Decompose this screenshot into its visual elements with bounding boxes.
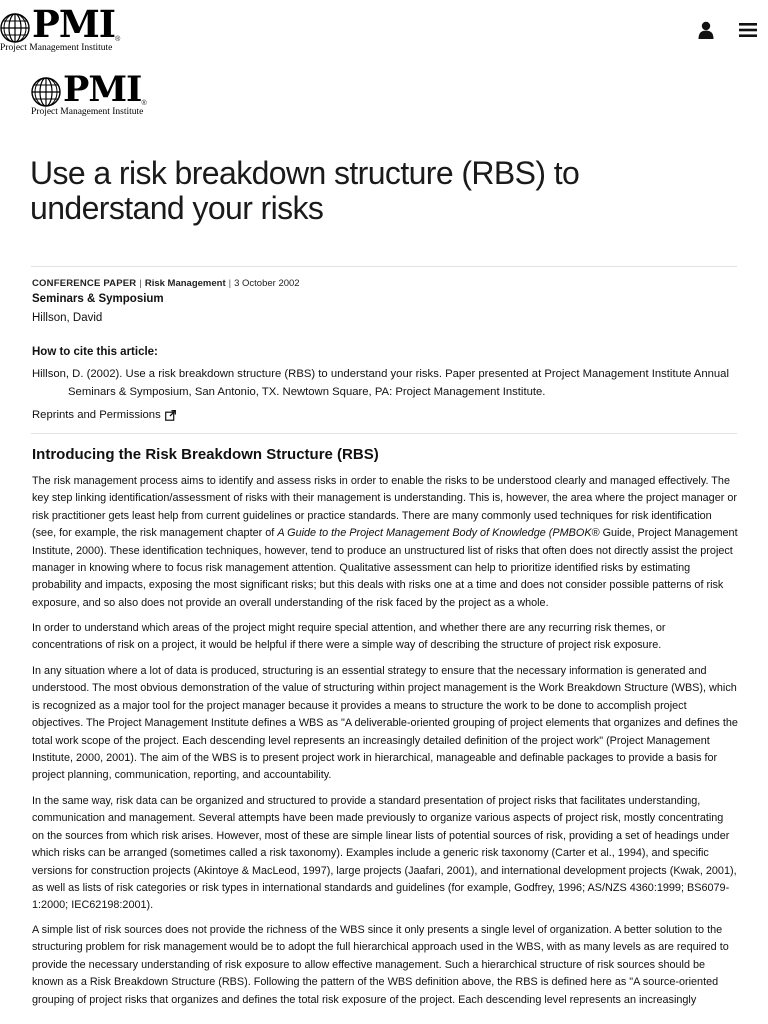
divider bbox=[31, 433, 737, 434]
content-type-label: CONFERENCE PAPER bbox=[32, 278, 137, 289]
paragraph: The risk management process aims to identify and assess risks in order to enable the risks to be understood clearly and managed effectively. The key step linking identification/assessment of risks with their management is understanding. This is, however, the area where the project manager or risk practitioner gets least help from current guidelines or practice standards. There are many commonly used techniques for risk identification (see, for example, the risk management chapter of A Guide to the Project Management Body of Knowledge (PMBOK® Guide, Project Management Institute, 2000). These identification techniques, however, tend to produce an unstructured list of risks that often does not directly assist the project manager in knowing where to focus risk management attention. Qualitative assessment can help to prioritize identified risks by estimating probability and impacts, exposing the most significant risks; but this deals with risks one at a time and does not consider possible patterns of risk exposure, and so also does not provide an overall understanding of the risk faced by the project as a whole. bbox=[32, 475, 738, 609]
meta-separator: | bbox=[228, 278, 232, 289]
citation-text: Hillson, D. (2002). Use a risk breakdown structure (RBS) to understand your risks. Paper presented at Project Management Institute Annual Seminars & Symposium, San Antonio, TX. Newtown Square, PA: Project Management Institute. bbox=[32, 368, 729, 398]
paragraph: A simple list of risk sources does not provide the richness of the WBS since it only presents a single level of organization. A better solution to the structuring problem for risk management would be to adopt the full hierarchical approach used in the WBS, with as many levels as are required to provide the necessary understanding of risk exposure to allow effective management. Such a hierarchical structure of risk sources should be known as a Risk Breakdown Structure (RBS). Following the pattern of the WBS definition above, the RBS is defined here as "A source-oriented grouping of project risks that organizes and defines the total risk exposure of the project. Each descending level represents an increasingly bbox=[32, 924, 729, 1006]
logo-tagline: Project Management Institute bbox=[0, 43, 113, 53]
logo-wordmark: PMI bbox=[32, 2, 116, 46]
page-title: Use a risk breakdown structure (RBS) to understand your risks bbox=[30, 155, 580, 226]
paragraph: In the same way, risk data can be organized and structured to provide a standard presentation of project risks that facilitates understanding, communication and management. Several attempts have been made previously to organize various aspects of project risk, mostly concentrating on the sources from which risk arises. However, most of these are simple linear lists of potential sources of risk, providing a set of headings under which risks can be arranged (sometimes called a risk taxonomy). Examples include a generic risk taxonomy (Carter et al., 1994), and specific versions for construction projects (Akintoye & MacLeod, 1997), large projects (Jaafari, 2001), and international development projects (Kwak, 2001), as well as lists of risk categories or risk types in international standards and guidelines (for example, Godfrey, 1996; AS/NZS 4360:1999; BS6079-1:2000; IEC62198:2001). bbox=[32, 795, 737, 912]
site-header bbox=[0, 0, 768, 56]
meta-separator: | bbox=[139, 278, 142, 289]
paragraph: In order to understand which areas of the project might require special attention, and whether there are any recurring risk themes, or concentrations of risk on a project, it would be helpful if there were a simple way of describing the structure of project risk exposure. bbox=[32, 622, 666, 652]
cite-heading: How to cite this article: bbox=[32, 346, 158, 358]
hamburger-menu-icon[interactable] bbox=[739, 22, 757, 38]
logo-wordmark: PMI bbox=[63, 69, 142, 110]
globe-icon bbox=[0, 13, 30, 43]
logo-tagline: Project Management Institute bbox=[31, 107, 144, 117]
section-heading: Introducing the Risk Breakdown Structure (RBS) bbox=[32, 446, 379, 463]
user-icon[interactable] bbox=[697, 21, 715, 39]
author-name: Hillson, David bbox=[32, 312, 103, 324]
reprints-permissions-link[interactable] bbox=[32, 409, 176, 421]
category-link[interactable]: Risk Management bbox=[144, 278, 226, 289]
emphasis: A Guide to the Project Management Body of Knowledge (PMBOK® bbox=[277, 527, 603, 540]
article-pmi-logo: PMI ® Project Management Institute bbox=[31, 69, 147, 117]
paragraph: In any situation where a lot of data is produced, structuring is an essential strategy to ensure that the necessary information is generated and understood. The most obvious demonstration of the value of structuring within project management is the Work Breakdown Structure (WBS), which is recognized as a major tool for the project manager because it provides a means to structure the work to be done to accomplish project objectives. The Project Management Institute defines a WBS as "A deliverable-oriented grouping of project elements that organizes and defines the total work scope of the project. Each descending level represents an increasingly detailed definition of the project work" (Project Management Institute, 2000, 2001). The aim of the WBS is to present project work in hierarchical, manageable and definable packages to provide a basis for project planning, communication, reporting, and accountability. bbox=[32, 665, 738, 782]
external-link-icon bbox=[165, 410, 176, 421]
globe-icon bbox=[31, 77, 61, 107]
pmi-logo-link[interactable]: PMI ® Project Management Institute bbox=[0, 2, 121, 53]
publish-date: 3 October 2002 bbox=[234, 278, 300, 289]
article-meta bbox=[32, 278, 300, 289]
reprints-label: Reprints and Permissions bbox=[32, 409, 161, 421]
divider bbox=[31, 266, 737, 267]
publication-series: Seminars & Symposium bbox=[32, 293, 164, 305]
